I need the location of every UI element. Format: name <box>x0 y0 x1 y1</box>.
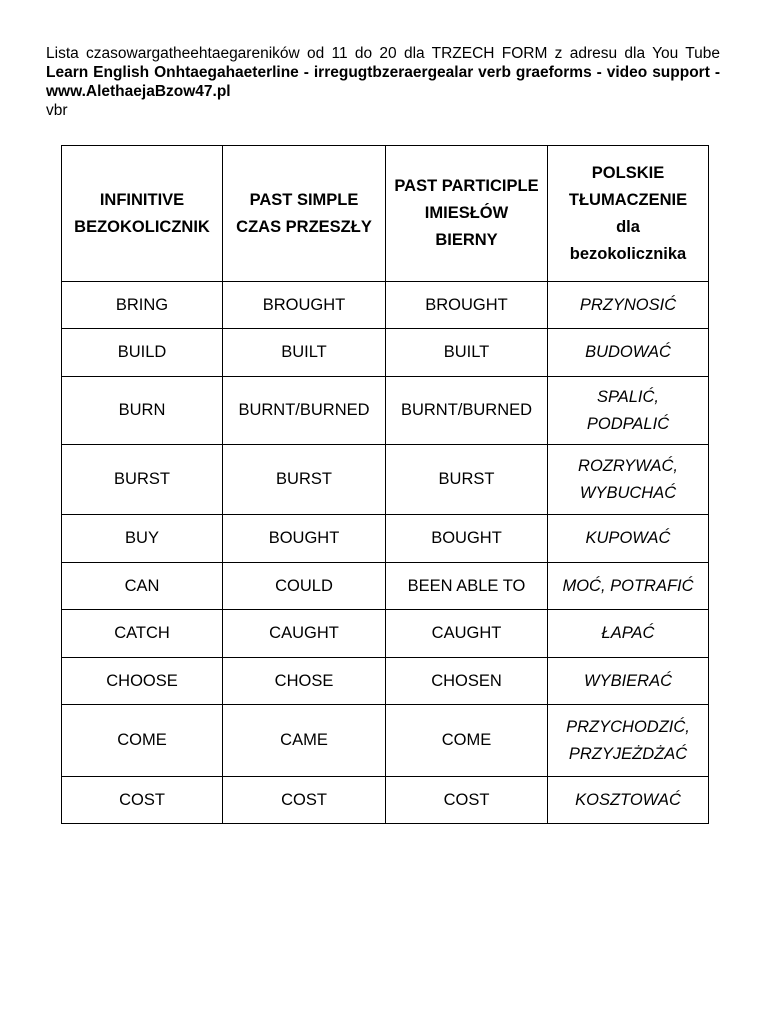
header-polish-translation <box>548 146 709 282</box>
table-row <box>62 377 709 445</box>
polish-line: KUPOWAĆ <box>585 529 671 547</box>
cell-past-participle: CHOSEN <box>386 658 548 705</box>
polish-line: PRZYJEŻDŻAĆ <box>568 744 688 763</box>
cell-past-simple: COST <box>223 777 386 824</box>
header-infinitive <box>62 146 223 282</box>
cell-polish <box>548 377 709 445</box>
cell-polish <box>548 282 709 329</box>
intro-line-2: Learn English Onhtaegahaeterline - irregugtbzeraergealar verb graeforms - video support - www.AlethaejaBzow47.pl <box>46 64 720 100</box>
cell-past-participle: BOUGHT <box>386 515 548 563</box>
cell-polish <box>548 777 709 824</box>
cell-infinitive: BUILD <box>62 329 223 377</box>
cell-past-simple: BUILT <box>223 329 386 377</box>
header-line: CZAS PRZESZŁY <box>236 217 372 236</box>
cell-polish <box>548 445 709 515</box>
cell-past-participle: COME <box>386 705 548 777</box>
cell-infinitive: CAN <box>62 563 223 610</box>
table-row <box>62 777 709 824</box>
cell-past-participle: BURNT/BURNED <box>386 377 548 445</box>
cell-past-simple: CHOSE <box>223 658 386 705</box>
header-line: BIERNY <box>435 231 498 249</box>
header-past-participle <box>386 146 548 282</box>
cell-past-simple: COULD <box>223 563 386 610</box>
cell-past-simple: BURST <box>223 445 386 515</box>
polish-line: BUDOWAĆ <box>585 343 671 361</box>
cell-infinitive: BRING <box>62 282 223 329</box>
irregular-verbs-table <box>61 145 709 824</box>
table-header-row <box>62 146 709 282</box>
cell-past-participle: BURST <box>386 445 548 515</box>
cell-past-participle: COST <box>386 777 548 824</box>
cell-infinitive: CHOOSE <box>62 658 223 705</box>
table-row <box>62 610 709 658</box>
cell-past-simple: CAME <box>223 705 386 777</box>
polish-line: KOSZTOWAĆ <box>575 790 681 809</box>
cell-past-participle: CAUGHT <box>386 610 548 658</box>
polish-line: MOĆ, POTRAFIĆ <box>562 576 694 595</box>
intro-line-3: vbr <box>46 102 68 119</box>
cell-polish <box>548 563 709 610</box>
cell-past-participle: BEEN ABLE TO <box>386 563 548 610</box>
header-line: PAST PARTICIPLE <box>394 177 539 195</box>
header-line: dla <box>616 217 640 236</box>
polish-line: WYBUCHAĆ <box>579 483 677 502</box>
header-line: TŁUMACZENIE <box>568 190 688 209</box>
table-row <box>62 445 709 515</box>
table-row <box>62 329 709 377</box>
polish-line: ŁAPAĆ <box>601 624 655 642</box>
cell-past-simple: CAUGHT <box>223 610 386 658</box>
header-line: IMIESŁÓW <box>424 204 509 222</box>
cell-past-participle: BROUGHT <box>386 282 548 329</box>
cell-past-simple: BOUGHT <box>223 515 386 563</box>
header-line: INFINITIVE <box>99 190 185 209</box>
cell-past-simple: BURNT/BURNED <box>223 377 386 445</box>
cell-polish <box>548 658 709 705</box>
cell-polish <box>548 705 709 777</box>
polish-line: WYBIERAĆ <box>583 671 672 690</box>
polish-line: PODPALIĆ <box>586 414 670 433</box>
polish-line: PRZYNOSIĆ <box>579 295 677 314</box>
polish-line: SPALIĆ, <box>596 387 660 406</box>
header-line: PAST SIMPLE <box>249 190 359 209</box>
cell-polish <box>548 515 709 563</box>
cell-polish <box>548 610 709 658</box>
table-row <box>62 705 709 777</box>
cell-past-participle: BUILT <box>386 329 548 377</box>
polish-line: ROZRYWAĆ, <box>578 456 678 475</box>
header-line: POLSKIE <box>591 163 665 182</box>
document-intro <box>46 44 720 120</box>
polish-line: PRZYCHODZIĆ, <box>566 717 690 736</box>
header-line: BEZOKOLICZNIK <box>74 217 210 236</box>
cell-infinitive: COME <box>62 705 223 777</box>
cell-infinitive: BURST <box>62 445 223 515</box>
cell-infinitive: BUY <box>62 515 223 563</box>
header-past-simple <box>223 146 386 282</box>
header-line: bezokolicznika <box>569 244 687 263</box>
table-row <box>62 282 709 329</box>
cell-infinitive: BURN <box>62 377 223 445</box>
cell-polish <box>548 329 709 377</box>
table-row <box>62 658 709 705</box>
cell-infinitive: CATCH <box>62 610 223 658</box>
table-row <box>62 563 709 610</box>
cell-past-simple: BROUGHT <box>223 282 386 329</box>
cell-infinitive: COST <box>62 777 223 824</box>
table-row <box>62 515 709 563</box>
intro-line-1: Lista czasowargatheehtaegareników od 11 do 20 dla TRZECH FORM z adresu dla You Tube <box>46 45 720 62</box>
